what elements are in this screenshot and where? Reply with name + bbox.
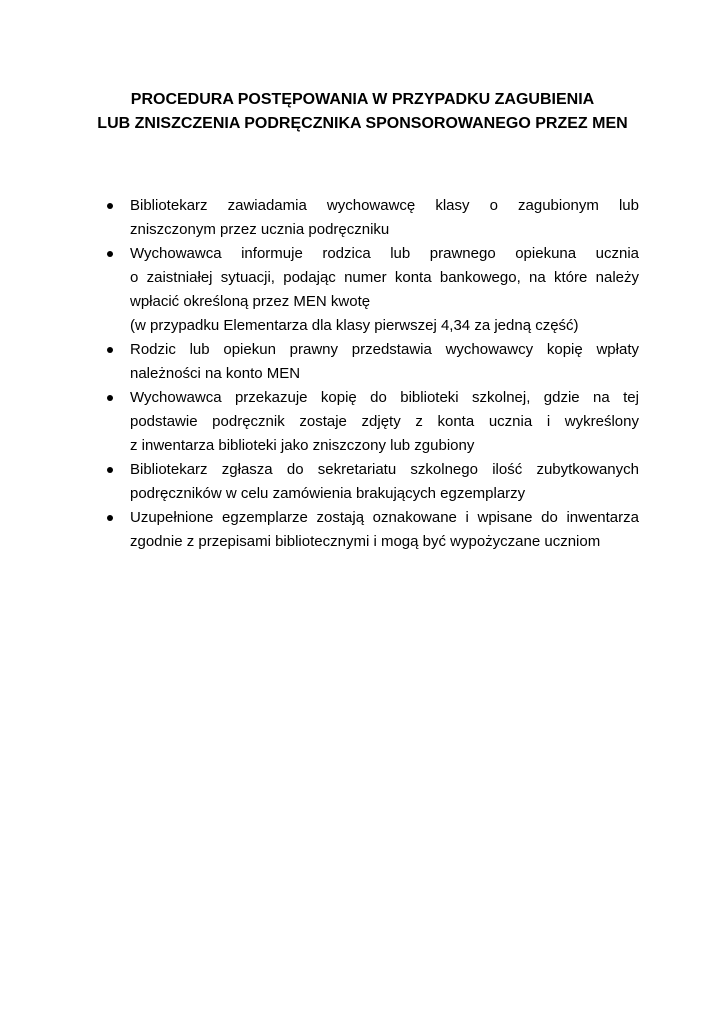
item-line: (w przypadku Elementarza dla klasy pierwszej 4,34 za jedną część) (130, 317, 579, 334)
item-line: o zaistniałej sytuacji, podając numer konta bankowego, na które należy (130, 269, 639, 286)
item-line: podstawie podręcznik zostaje zdjęty z konta ucznia i wykreślony (130, 413, 639, 430)
procedure-list (104, 194, 639, 554)
item-line: Wychowawca informuje rodzica lub prawnego opiekuna ucznia (130, 245, 639, 262)
item-line: zgodnie z przepisami bibliotecznymi i mogą być wypożyczane uczniom (130, 533, 601, 550)
bullet-icon (107, 347, 113, 353)
item-line: należności na konto MEN (130, 365, 301, 382)
list-item (104, 506, 639, 554)
bullet-icon (107, 395, 113, 401)
item-line: wpłacić określoną przez MEN kwotę (130, 293, 371, 310)
list-item (104, 242, 639, 338)
bullet-icon (107, 203, 113, 209)
title-line-2: LUB ZNISZCZENIA PODRĘCZNIKA SPONSOROWANEGO PRZEZ MEN (97, 115, 628, 132)
bullet-icon (107, 467, 113, 473)
item-line: Uzupełnione egzemplarze zostają oznakowane i wpisane do inwentarza (130, 509, 639, 526)
item-line: podręczników w celu zamówienia brakujących egzemplarzy (130, 485, 526, 502)
item-line: zniszczonym przez ucznia podręczniku (130, 221, 390, 238)
item-line: Bibliotekarz zgłasza do sekretariatu szkolnego ilość zubytkowanych (130, 461, 639, 478)
list-item (104, 338, 639, 386)
bullet-icon (107, 515, 113, 521)
title-line-1: PROCEDURA POSTĘPOWANIA W PRZYPADKU ZAGUBIENIA (130, 91, 595, 108)
document-title (60, 88, 665, 136)
item-line: Wychowawca przekazuje kopię do biblioteki szkolnej, gdzie na tej (130, 389, 639, 406)
item-line: Rodzic lub opiekun prawny przedstawia wychowawcy kopię wpłaty (130, 341, 639, 358)
bullet-icon (107, 251, 113, 257)
list-item (104, 458, 639, 506)
list-item (104, 194, 639, 242)
item-line: Bibliotekarz zawiadamia wychowawcę klasy o zagubionym lub (130, 197, 639, 214)
list-item (104, 386, 639, 458)
item-line: z inwentarza biblioteki jako zniszczony lub zgubiony (130, 437, 475, 454)
